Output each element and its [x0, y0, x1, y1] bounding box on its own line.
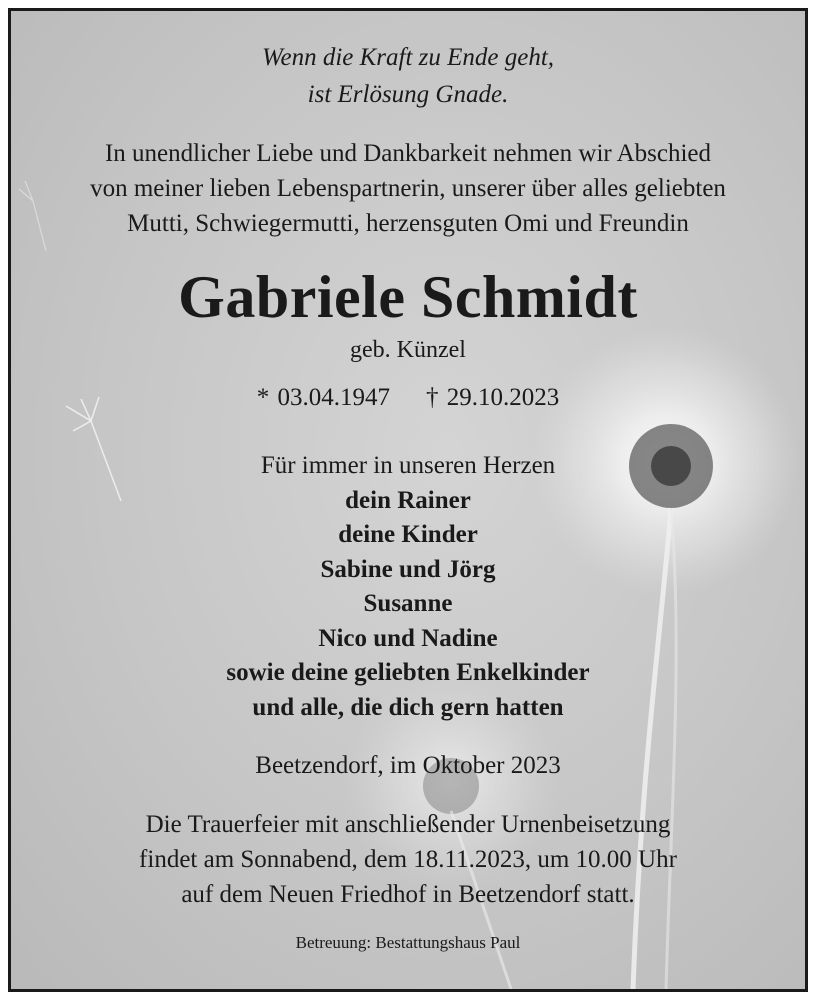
place-and-date: Beetzendorf, im Oktober 2023 — [255, 752, 561, 779]
family-line: Nico und Nadine — [318, 625, 498, 652]
family-line: Sabine und Jörg — [320, 556, 496, 583]
family-line: deine Kinder — [338, 521, 478, 548]
family-line: Susanne — [363, 590, 453, 617]
family-line: sowie deine geliebten Enkelkinder — [226, 659, 590, 686]
family-intro: Für immer in unseren Herzen — [260, 452, 556, 479]
intro-line-3: Mutti, Schwiegermutti, herzensguten Omi und Freundin — [127, 210, 689, 237]
intro-line-2: von meiner lieben Lebenspartnerin, unserer über alles geliebten — [90, 175, 726, 202]
obituary-frame — [8, 8, 808, 992]
deceased-name: Gabriele Schmidt — [178, 264, 638, 330]
service-line-3: auf dem Neuen Friedhof in Beetzendorf statt. — [181, 881, 635, 908]
floating-seed-left — [66, 397, 121, 501]
service-line-2: findet am Sonnabend, dem 18.11.2023, um 10.00 Uhr — [139, 846, 677, 873]
motto-line-1: Wenn die Kraft zu Ende geht, — [261, 44, 555, 71]
life-dates — [11, 384, 805, 412]
family-line: dein Rainer — [345, 487, 471, 514]
birth-name: geb. Künzel — [350, 337, 466, 363]
funeral-home-credit: Betreuung: Bestattungshaus Paul — [295, 933, 521, 952]
death-date: † 29.10.2023 — [426, 384, 560, 411]
family-line: und alle, die dich gern hatten — [252, 694, 564, 721]
service-line-1: Die Trauerfeier mit anschließender Urnenbeisetzung — [145, 811, 671, 838]
intro-line-1: In unendlicher Liebe und Dankbarkeit nehmen wir Abschied — [104, 140, 712, 167]
motto-line-2: ist Erlösung Gnade. — [307, 81, 509, 108]
birth-date: * 03.04.1947 — [256, 384, 390, 411]
